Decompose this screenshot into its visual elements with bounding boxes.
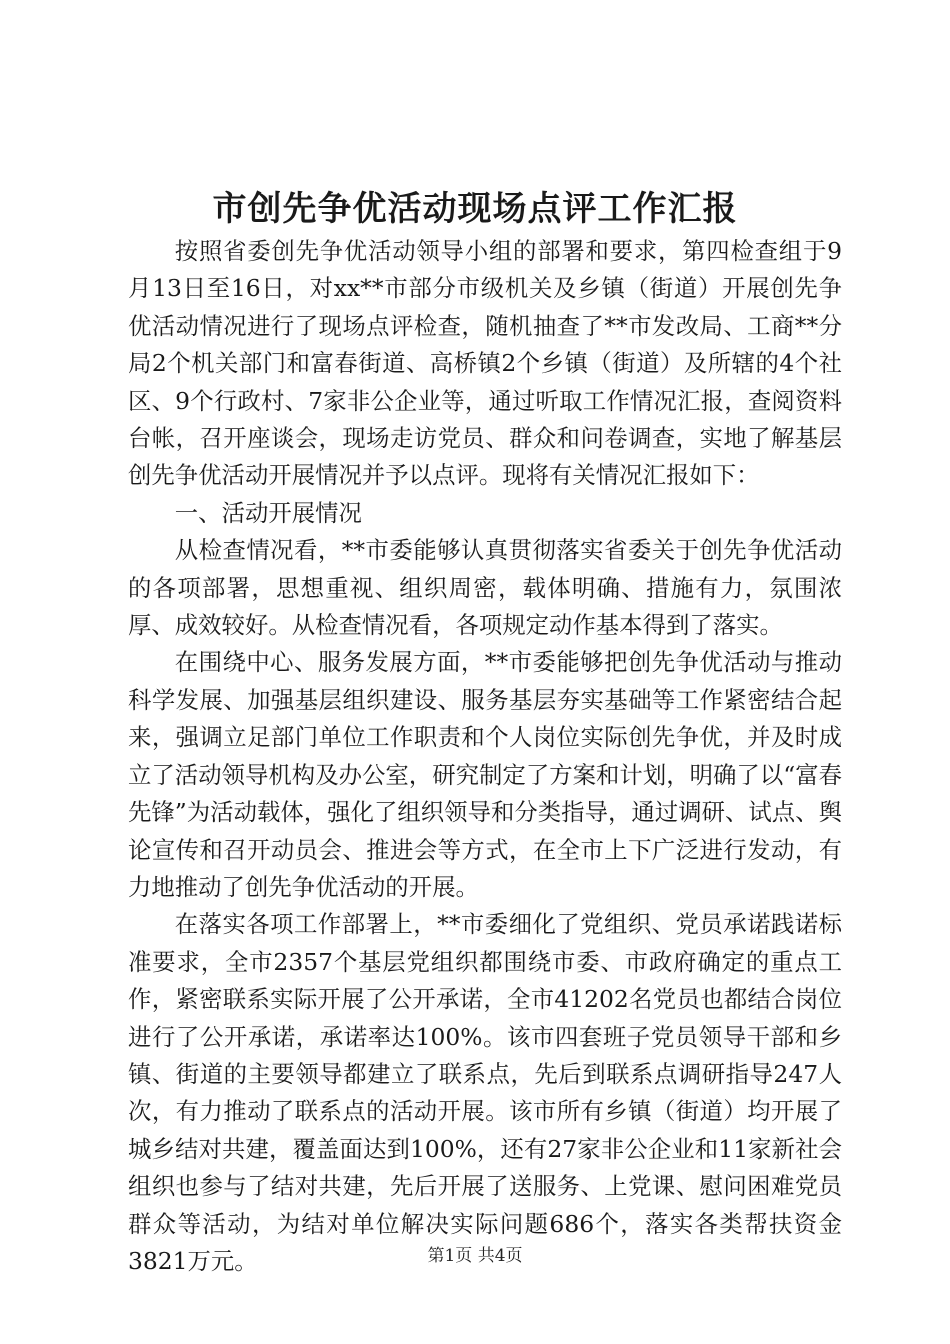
section-heading: 一、活动开展情况: [174, 498, 362, 527]
paragraph-service-development: 在围绕中心、服务发展方面，**市委能够把创先争优活动与推动科学发展、加强基层组织建设、服务基层夯实基础等工作紧密结合起来，强调立足部门单位工作职责和个人岗位实际创先争优，并及时成立了活动领导机构及办公室，研究制定了方案和计划，明确了以“富春先锋”为活动载体，强化了组织领导和分类指导，通过调研、试点、舆论宣传和召开动员会、推进会等方式，在全市上下广泛进行发动，有力地推动了创先争优活动的开展。: [128, 648, 842, 901]
document-title: 市创先争优活动现场点评工作汇报: [212, 189, 738, 229]
paragraph-work-deployment: 在落实各项工作部署上，**市委细化了党组织、党员承诺践诺标准要求，全市2357个基层党组织都围绕市委、市政府确定的重点工作，紧密联系实际开展了公开承诺，全市41202名党员也都结合岗位进行了公开承诺，承诺率达100%。该市四套班子党员领导干部和乡镇、街道的主要领导都建立了联系点，先后到联系点调研指导247人次，有力推动了联系点的活动开展。该市所有乡镇（街道）均开展了城乡结对共建，覆盖面达到100%，还有27家非公企业和11家新社会组织也参与了结对共建，先后开展了送服务、上党课、慰问困难党员群众等活动，为结对单位解决实际问题686个，落实各类帮扶资金3821万元。: [128, 910, 842, 1275]
paragraph-overview: 从检查情况看，**市委能够认真贯彻落实省委关于创先争优活动的各项部署，思想重视、组织周密，载体明确、措施有力，氛围浓厚、成效较好。从检查情况看，各项规定动作基本得到了落实。: [128, 536, 842, 640]
page-number-footer: 第1页 共4页: [427, 1246, 523, 1266]
paragraph-intro: 按照省委创先争优活动领导小组的部署和要求，第四检查组于9月13日至16日，对xx**市部分市级机关及乡镇（街道）开展创先争优活动情况进行了现场点评检查，随机抽查了**市发改局、工商**分局2个机关部门和富春街道、高桥镇2个乡镇（街道）及所辖的4个社区、9个行政村、7家非公企业等，通过听取工作情况汇报，查阅资料台帐，召开座谈会，现场走访党员、群众和问卷调查，实地了解基层创先争优活动开展情况并予以点评。现将有关情况汇报如下：: [128, 237, 842, 490]
document-body: [128, 233, 842, 1280]
